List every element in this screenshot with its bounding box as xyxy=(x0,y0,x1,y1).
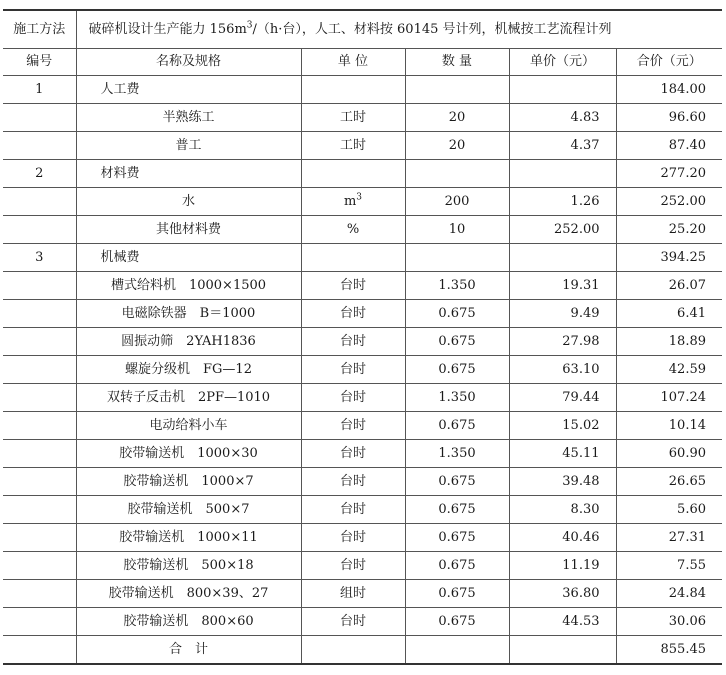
row-qty: 0.675 xyxy=(405,356,509,384)
row-unit xyxy=(301,328,405,356)
method-row xyxy=(3,10,722,49)
row-unit-sup: 3 xyxy=(356,192,363,203)
row-unit xyxy=(301,76,405,104)
row-price: 19.31 xyxy=(509,272,616,300)
row-total: 25.20 xyxy=(616,216,722,244)
row-no xyxy=(3,412,76,440)
col-header-no: 编号 xyxy=(3,49,76,76)
row-price: 252.00 xyxy=(509,216,616,244)
row-total: 42.59 xyxy=(616,356,722,384)
row-qty: 0.675 xyxy=(405,524,509,552)
row-unit-text: 台时 xyxy=(339,334,366,349)
table-row xyxy=(3,188,722,216)
row-no xyxy=(3,384,76,412)
row-total: 6.41 xyxy=(616,300,722,328)
table-row xyxy=(3,552,722,580)
total-qty xyxy=(405,636,509,665)
row-unit-text: 台时 xyxy=(339,306,366,321)
row-total: 96.60 xyxy=(616,104,722,132)
row-unit-text: 台时 xyxy=(339,362,366,377)
total-price xyxy=(509,636,616,665)
table-row xyxy=(3,608,722,636)
row-price: 40.46 xyxy=(509,524,616,552)
row-no xyxy=(3,104,76,132)
row-no: 3 xyxy=(3,244,76,272)
row-unit-text: 台时 xyxy=(339,446,366,461)
row-name: 胶带输送机 1000×11 xyxy=(76,524,301,552)
row-no: 2 xyxy=(3,160,76,188)
row-unit xyxy=(301,104,405,132)
row-price xyxy=(509,160,616,188)
row-qty: 0.675 xyxy=(405,300,509,328)
row-unit xyxy=(301,300,405,328)
row-name: 机械费 xyxy=(76,244,301,272)
row-no xyxy=(3,272,76,300)
row-total: 7.55 xyxy=(616,552,722,580)
row-unit-text: 组时 xyxy=(339,586,366,601)
table-row xyxy=(3,412,722,440)
row-total: 10.14 xyxy=(616,412,722,440)
row-no xyxy=(3,216,76,244)
row-no xyxy=(3,524,76,552)
table-row xyxy=(3,440,722,468)
col-header-total: 合价（元） xyxy=(616,49,722,76)
total-value: 855.45 xyxy=(616,636,722,665)
total-unit xyxy=(301,636,405,665)
row-no xyxy=(3,132,76,160)
col-header-unit: 单 位 xyxy=(301,49,405,76)
row-qty xyxy=(405,76,509,104)
row-total: 24.84 xyxy=(616,580,722,608)
row-name: 电动给料小车 xyxy=(76,412,301,440)
row-qty: 1.350 xyxy=(405,384,509,412)
row-no xyxy=(3,356,76,384)
cost-table xyxy=(3,9,722,665)
row-unit-text: 台时 xyxy=(339,558,366,573)
row-total: 18.89 xyxy=(616,328,722,356)
row-price: 4.37 xyxy=(509,132,616,160)
row-qty xyxy=(405,160,509,188)
row-price: 79.44 xyxy=(509,384,616,412)
row-total: 394.25 xyxy=(616,244,722,272)
table-row xyxy=(3,496,722,524)
table-row xyxy=(3,132,722,160)
row-unit-text: 工时 xyxy=(339,138,366,153)
table-row xyxy=(3,216,722,244)
col-header-qty: 数 量 xyxy=(405,49,509,76)
row-unit xyxy=(301,160,405,188)
row-name: 双转子反击机 2PF—1010 xyxy=(76,384,301,412)
row-price: 9.49 xyxy=(509,300,616,328)
row-price: 45.11 xyxy=(509,440,616,468)
group-row xyxy=(3,76,722,104)
row-no xyxy=(3,188,76,216)
row-total: 184.00 xyxy=(616,76,722,104)
cost-table-sheet xyxy=(3,9,722,665)
row-name: 胶带输送机 1000×7 xyxy=(76,468,301,496)
row-name: 胶带输送机 500×18 xyxy=(76,552,301,580)
row-unit-text: 工时 xyxy=(339,110,366,125)
row-unit xyxy=(301,188,405,216)
row-unit-text: 台时 xyxy=(339,614,366,629)
row-name: 胶带输送机 800×39、27 xyxy=(76,580,301,608)
row-qty xyxy=(405,244,509,272)
row-no xyxy=(3,580,76,608)
table-row xyxy=(3,384,722,412)
row-no xyxy=(3,552,76,580)
row-price: 44.53 xyxy=(509,608,616,636)
row-unit-text: 台时 xyxy=(339,502,366,517)
row-total: 107.24 xyxy=(616,384,722,412)
row-no xyxy=(3,468,76,496)
row-qty: 20 xyxy=(405,132,509,160)
total-row xyxy=(3,636,722,665)
row-name: 胶带输送机 800×60 xyxy=(76,608,301,636)
table-row xyxy=(3,104,722,132)
row-price: 8.30 xyxy=(509,496,616,524)
row-price: 1.26 xyxy=(509,188,616,216)
row-unit-text: m xyxy=(343,194,357,209)
row-total: 252.00 xyxy=(616,188,722,216)
row-price: 63.10 xyxy=(509,356,616,384)
row-unit xyxy=(301,608,405,636)
row-price: 15.02 xyxy=(509,412,616,440)
row-no xyxy=(3,496,76,524)
row-price: 11.19 xyxy=(509,552,616,580)
row-unit-text: 台时 xyxy=(339,530,366,545)
group-row xyxy=(3,244,722,272)
row-unit xyxy=(301,552,405,580)
col-header-name: 名称及规格 xyxy=(76,49,301,76)
method-label: 施工方法 xyxy=(3,10,76,49)
row-qty: 1.350 xyxy=(405,440,509,468)
row-unit xyxy=(301,272,405,300)
row-unit-text: 台时 xyxy=(339,278,366,293)
row-qty: 20 xyxy=(405,104,509,132)
row-qty: 0.675 xyxy=(405,412,509,440)
row-price xyxy=(509,244,616,272)
row-name: 电磁除铁器 B＝1000 xyxy=(76,300,301,328)
row-total: 60.90 xyxy=(616,440,722,468)
row-no: 1 xyxy=(3,76,76,104)
row-name: 人工费 xyxy=(76,76,301,104)
row-no xyxy=(3,440,76,468)
row-name: 圆振动筛 2YAH1836 xyxy=(76,328,301,356)
row-unit xyxy=(301,440,405,468)
row-name: 胶带输送机 1000×30 xyxy=(76,440,301,468)
method-description: 破碎机设计生产能力 $156m^3/(h\cdot$台），人工、材料按 60145 号计列，机械按工艺流程计列 xyxy=(76,10,722,49)
row-name: 胶带输送机 500×7 xyxy=(76,496,301,524)
table-row xyxy=(3,272,722,300)
row-unit xyxy=(301,412,405,440)
row-name: 半熟练工 xyxy=(76,104,301,132)
row-unit xyxy=(301,244,405,272)
row-qty: 0.675 xyxy=(405,580,509,608)
row-unit xyxy=(301,356,405,384)
table-row xyxy=(3,328,722,356)
row-price: 27.98 xyxy=(509,328,616,356)
row-qty: 0.675 xyxy=(405,328,509,356)
row-qty: 0.675 xyxy=(405,468,509,496)
total-label: 合 计 xyxy=(76,636,301,665)
row-unit xyxy=(301,468,405,496)
table-row xyxy=(3,580,722,608)
row-unit xyxy=(301,132,405,160)
row-total: 26.65 xyxy=(616,468,722,496)
row-unit xyxy=(301,384,405,412)
row-price: 36.80 xyxy=(509,580,616,608)
row-total: 27.31 xyxy=(616,524,722,552)
row-unit xyxy=(301,524,405,552)
row-total: 87.40 xyxy=(616,132,722,160)
row-no xyxy=(3,300,76,328)
row-unit-text: 台时 xyxy=(339,418,366,433)
row-total: 5.60 xyxy=(616,496,722,524)
row-name: 水 xyxy=(76,188,301,216)
table-row xyxy=(3,356,722,384)
row-name: 材料费 xyxy=(76,160,301,188)
col-header-price: 单价（元） xyxy=(509,49,616,76)
row-unit xyxy=(301,216,405,244)
row-unit-text: 台时 xyxy=(339,390,366,405)
table-row xyxy=(3,468,722,496)
row-unit xyxy=(301,496,405,524)
row-name: 其他材料费 xyxy=(76,216,301,244)
row-qty: 0.675 xyxy=(405,552,509,580)
row-name: 槽式给料机 1000×1500 xyxy=(76,272,301,300)
row-price: 4.83 xyxy=(509,104,616,132)
row-qty: 200 xyxy=(405,188,509,216)
header-row xyxy=(3,49,722,76)
row-qty: 10 xyxy=(405,216,509,244)
table-row xyxy=(3,300,722,328)
row-total: 277.20 xyxy=(616,160,722,188)
row-total: 26.07 xyxy=(616,272,722,300)
row-qty: 0.675 xyxy=(405,608,509,636)
table-row xyxy=(3,524,722,552)
row-name: 螺旋分级机 FG—12 xyxy=(76,356,301,384)
row-unit-text: 台时 xyxy=(339,474,366,489)
row-unit-text: % xyxy=(346,222,360,237)
total-no xyxy=(3,636,76,665)
row-no xyxy=(3,328,76,356)
group-row xyxy=(3,160,722,188)
row-qty: 1.350 xyxy=(405,272,509,300)
row-qty: 0.675 xyxy=(405,496,509,524)
row-name: 普工 xyxy=(76,132,301,160)
row-price xyxy=(509,76,616,104)
row-total: 30.06 xyxy=(616,608,722,636)
row-price: 39.48 xyxy=(509,468,616,496)
row-unit xyxy=(301,580,405,608)
row-no xyxy=(3,608,76,636)
